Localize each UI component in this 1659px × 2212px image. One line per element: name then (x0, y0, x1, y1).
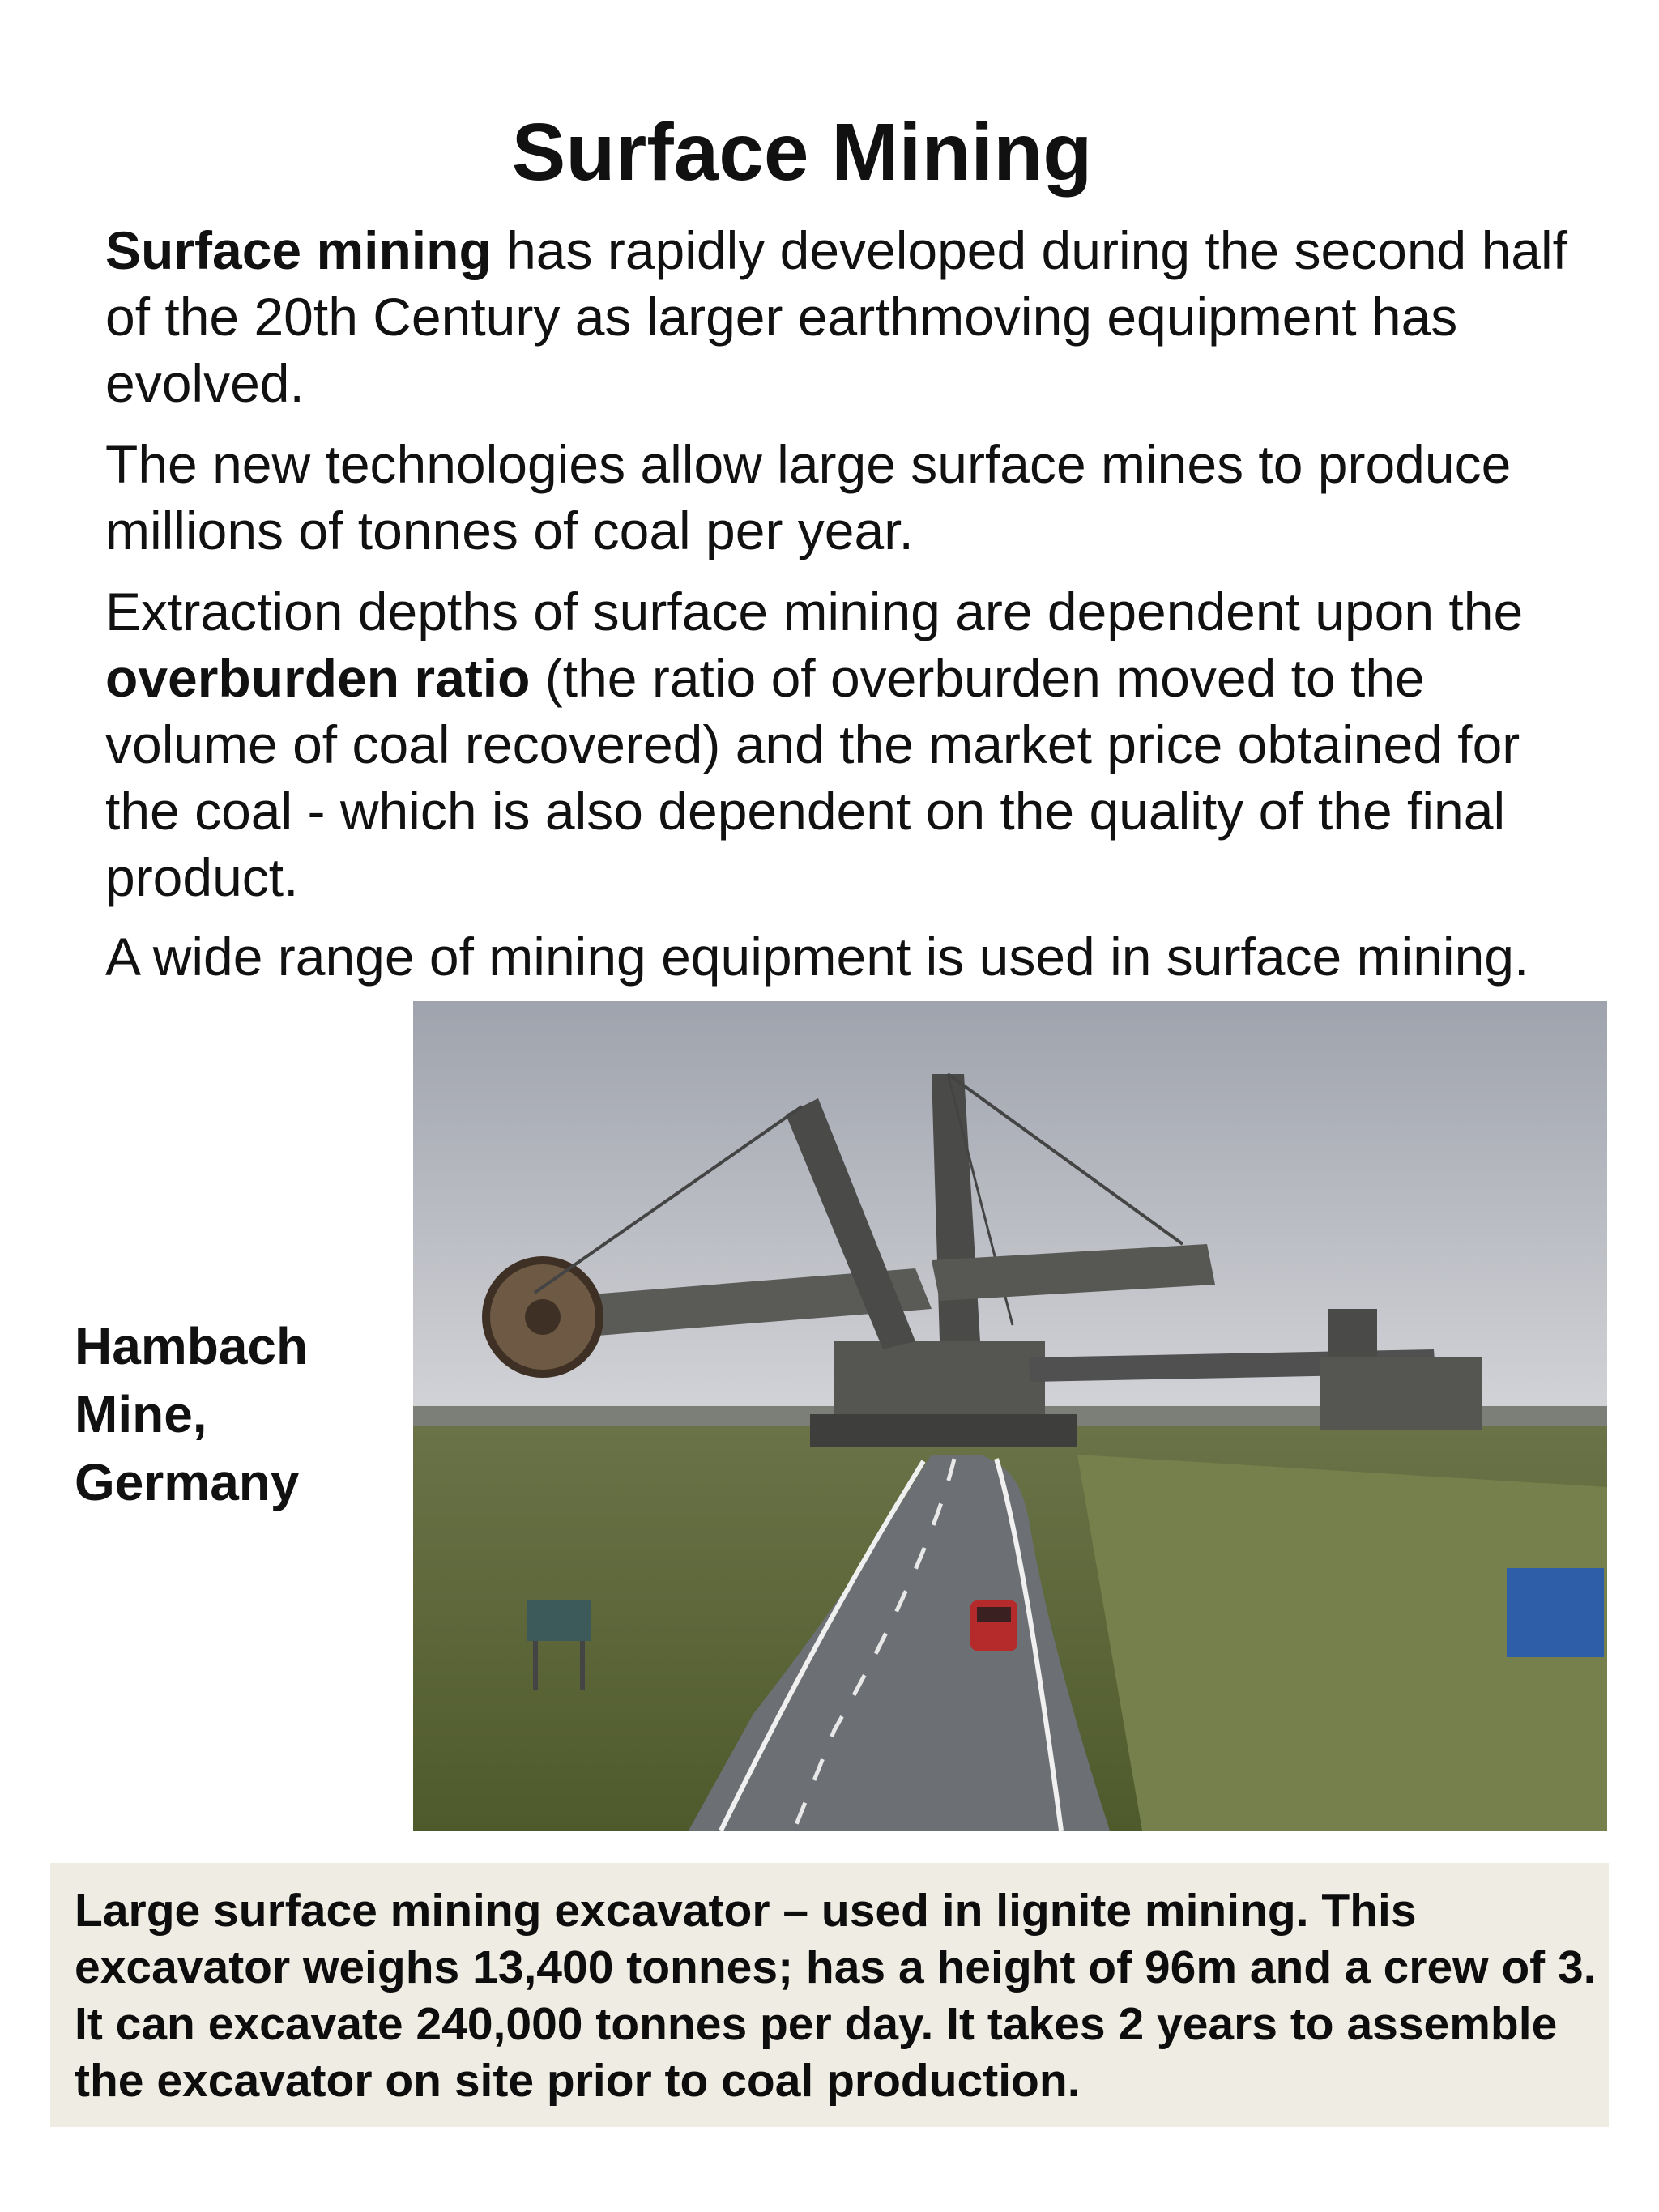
road-sign (527, 1600, 591, 1641)
page-title: Surface Mining (511, 107, 1093, 198)
paragraph-extraction-depths (105, 578, 1588, 910)
excavator-photo (413, 1001, 1607, 1831)
paragraph-mining-equipment: A wide range of mining equipment is used in surface mining. (105, 927, 1529, 987)
paragraph-text: (the ratio of overburden moved to the volume of coal recovered) and the market price obtained for the coal - which is also dependent on the quality of the final product. (105, 648, 1520, 907)
info-box-text: Large surface mining excavator – used in lignite mining. This excavator weighs 13,400 tonnes; has a height of 96m and a crew of 3. It can excavate 240,000 tonnes per day. It takes 2 years to assemble the excavator on site prior to coal production. (75, 1885, 1597, 2107)
caption-line: Mine, (75, 1385, 207, 1443)
paragraph-new-technologies: The new technologies allow large surface mines to produce millions of tonnes of coal per year. (105, 434, 1512, 560)
sign-post (533, 1641, 538, 1690)
conveyor-support (1320, 1357, 1482, 1430)
sign-post (580, 1641, 585, 1690)
blue-container (1507, 1568, 1604, 1657)
conveyor-tower (1328, 1309, 1377, 1357)
paragraph-surface-mining-intro (105, 217, 1588, 416)
bold-term-surface-mining: Surface mining (105, 220, 492, 280)
info-box (50, 1863, 1609, 2127)
bold-term-overburden-ratio: overburden ratio (105, 648, 531, 708)
paragraph-text: Extraction depths of surface mining are dependent upon the (105, 582, 1524, 641)
caption-line: Hambach (75, 1317, 309, 1375)
excavator-tracks (810, 1414, 1077, 1447)
wheel-hub (525, 1299, 561, 1335)
photo-caption (75, 1312, 382, 1516)
paragraph-text: has rapidly developed during the second half of the 20th Century as larger earthmoving equipment has evolved. (105, 220, 1568, 413)
caption-line: Germany (75, 1453, 300, 1511)
excavator-illustration (413, 1001, 1607, 1831)
car-window (977, 1607, 1011, 1622)
